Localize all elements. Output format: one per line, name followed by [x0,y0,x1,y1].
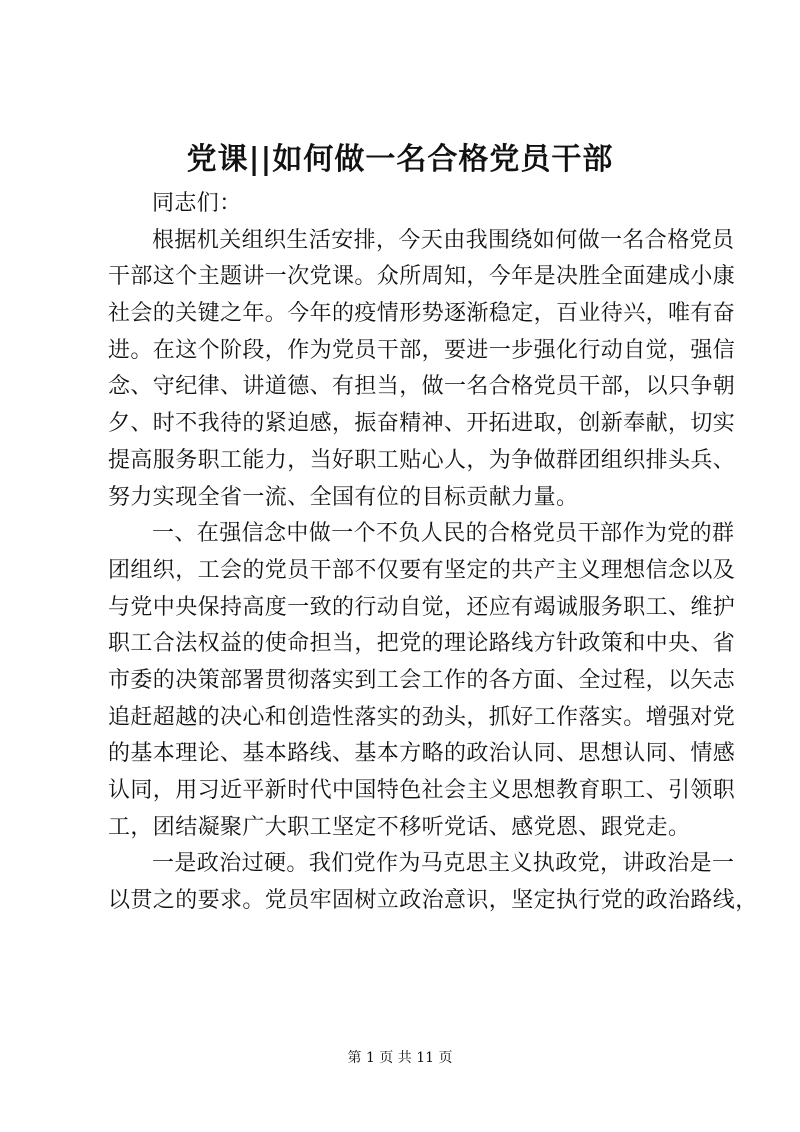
text-line: 进。在这个阶段，作为党员干部，要进一步强化行动自觉，强信 [108,337,736,363]
text-line: 根据机关组织生活安排，今天由我围绕如何做一名合格党员 [152,227,735,253]
text-line: 市委的决策部署贯彻落实到工会工作的各方面、全过程，以矢志 [108,667,736,693]
text-line: 团组织，工会的党员干部不仅要有坚定的共产主义理想信念以及 [108,557,736,583]
text-line: 追赶超越的决心和创造性落实的劲头，抓好工作落实。增强对党 [108,704,736,730]
text-line: 社会的关键之年。今年的疫情形势逐渐稳定，百业待兴，唯有奋 [108,301,736,327]
text-line: 的基本理论、基本路线、基本方略的政治认同、思想认同、情感 [108,741,736,767]
text-line: 提高服务职工能力，当好职工贴心人，为争做群团组织排头兵、 [108,447,736,473]
text-line: 一是政治过硬。我们党作为马克思主义执政党，讲政治是一 [152,851,735,877]
text-line: 以贯之的要求。党员牢固树立政治意识，坚定执行党的政治路线， [108,888,758,914]
document-title: 党课||如何做一名合格党员干部 [186,142,614,177]
text-line: 认同，用习近平新时代中国特色社会主义思想教育职工、引领职 [108,778,736,803]
salutation-line: 同志们： [152,191,242,216]
text-line: 努力实现全省一流、全国有位的目标贡献力量。 [108,484,579,510]
page-footer: 第 1 页 共 11 页 [347,1050,453,1066]
document-body [108,186,758,920]
text-line: 工，团结凝聚广大职工坚定不移听党话、感党恩、跟党走。 [108,814,691,840]
text-line: 夕、时不我待的紧迫感，振奋精神、开拓进取，创新奉献，切实 [108,411,736,437]
text-line: 干部这个主题讲一次党课。众所周知，今年是决胜全面建成小康 [108,264,736,290]
text-line: 一、在强信念中做一个不负人民的合格党员干部作为党的群 [152,521,735,547]
text-line: 与党中央保持高度一致的行动自觉，还应有竭诚服务职工、维护 [108,594,736,620]
text-line: 职工合法权益的使命担当，把党的理论路线方针政策和中央、省 [108,631,736,657]
text-line: 念、守纪律、讲道德、有担当，做一名合格党员干部，以只争朝 [108,374,736,400]
